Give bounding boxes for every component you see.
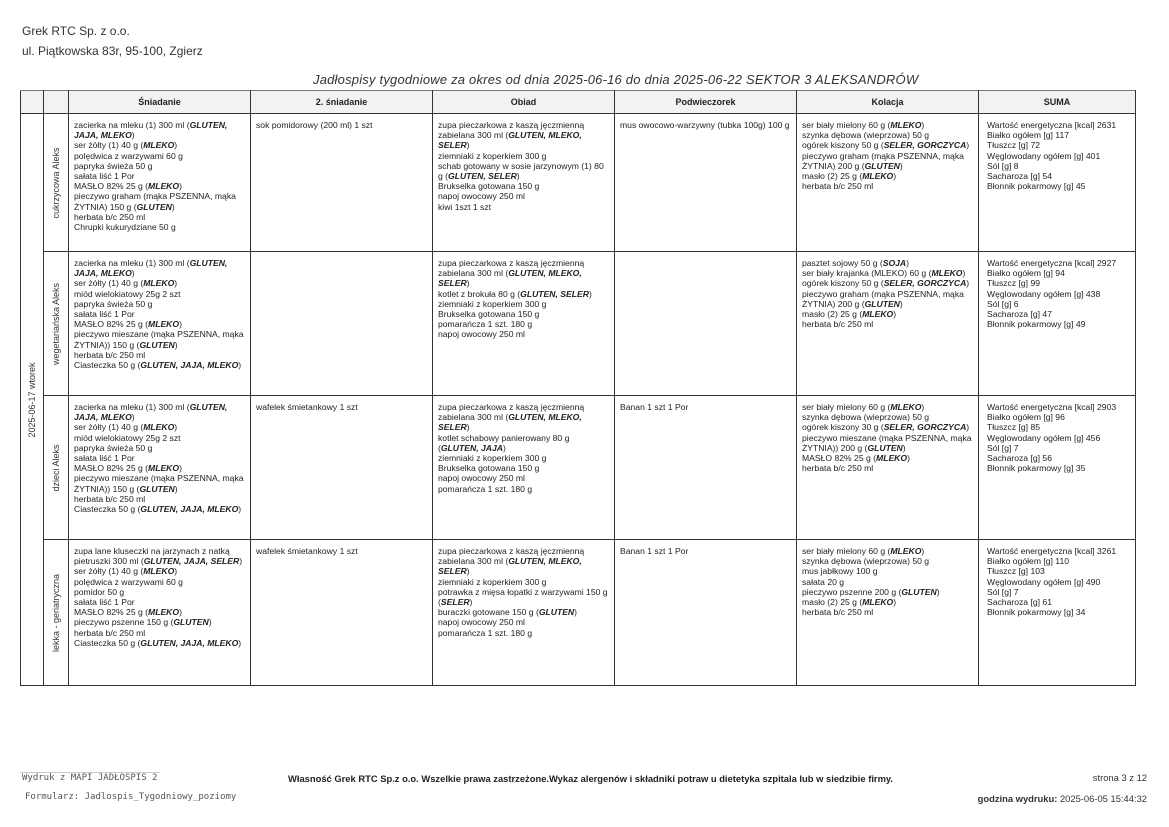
- nutrition-value: Błonnik pokarmowy [g] 35: [987, 463, 1086, 474]
- meal-item: pieczywo mieszane (mąka PSZENNA, mąka ŻYTNIA)) 200 g (GLUTEN): [802, 432, 972, 453]
- allergen-list: GLUTEN, JAJA: [440, 442, 503, 453]
- meal-item: Brukselka gotowana 150 g: [438, 309, 540, 320]
- print-time-value: 2025-06-05 15:44:32: [1059, 793, 1147, 804]
- meal-item: pomarańcza 1 szt. 180 g: [438, 483, 533, 494]
- nutrition-value: Tłuszcz [g] 103: [987, 566, 1045, 577]
- meal-item: Ciasteczka 50 g (GLUTEN, JAJA, MLEKO): [74, 637, 242, 648]
- allergen-list: MLEKO: [890, 546, 922, 556]
- meal-item: mus jabłkowy 100 g: [802, 566, 878, 577]
- meal-item: zupa pieczarkowa z kaszą jęczmienną zabielana 300 ml (GLUTEN, MLEKO, SELER): [438, 120, 585, 151]
- allergen-list: GLUTEN, SELER: [448, 171, 517, 182]
- meal-cell: [797, 540, 979, 686]
- meal-item: napoj owocowy 250 ml: [438, 617, 525, 628]
- meal-item: herbata b/c 250 ml: [74, 211, 146, 222]
- meal-item: pieczywo mieszane (mąka PSZENNA, mąka ŻYTNIA)) 150 g (GLUTEN): [74, 329, 244, 350]
- meal-item: Brukselka gotowana 150 g: [438, 181, 540, 192]
- meal-item: napoj owocowy 250 ml: [438, 473, 525, 484]
- meal-cell: [797, 252, 979, 396]
- meal-item: kiwi 1szt 1 szt: [438, 201, 492, 212]
- nutrition-value: Białko ogółem [g] 96: [987, 412, 1065, 423]
- nutrition-value: Węglowodany ogółem [g] 490: [987, 576, 1101, 587]
- meal-item: sałata liść 1 Por: [74, 309, 135, 320]
- meal-item: ziemniaki z koperkiem 300 g: [438, 298, 547, 309]
- meal-item: ser żółty (1) 40 g (MLEKO): [74, 278, 178, 289]
- meal-item: sałata 20 g: [802, 576, 845, 587]
- meal-item: papryka świeża 50 g: [74, 442, 153, 453]
- meal-item: ser biały mielony 60 g (MLEKO): [802, 120, 925, 130]
- meal-cell: [797, 114, 979, 252]
- meal-item: pieczywo pszenne 150 g (GLUTEN): [74, 617, 212, 628]
- diet-cell: [44, 540, 69, 686]
- meal-item: ziemniaki z koperkiem 300 g: [438, 150, 547, 161]
- meal-item: MASŁO 82% 25 g (MLEKO): [74, 319, 182, 330]
- allergen-list: MLEKO: [148, 181, 180, 192]
- allergen-list: GLUTEN, JAJA, MLEKO: [140, 637, 239, 648]
- column-header: Śniadanie: [69, 91, 251, 114]
- page-number: strona 3 z 12: [1092, 772, 1147, 783]
- meal-item: pomarańcza 1 szt. 180 g: [438, 319, 533, 330]
- meal-item: Banan 1 szt 1 Por: [620, 546, 689, 556]
- allergen-list: GLUTEN, JAJA, MLEKO: [74, 402, 228, 423]
- nutrition-value: Tłuszcz [g] 85: [987, 422, 1041, 433]
- nutrition-value: Sacharoza [g] 56: [987, 453, 1052, 464]
- allergen-list: GLUTEN, MLEKO, SELER: [438, 130, 582, 151]
- meal-item: masło (2) 25 g (MLEKO): [802, 309, 897, 320]
- diet-cell: [44, 252, 69, 396]
- allergen-list: GLUTEN, JAJA, MLEKO: [74, 258, 228, 279]
- meal-item: ser biały mielony 60 g (MLEKO): [802, 402, 925, 412]
- allergen-list: MLEKO: [143, 566, 175, 577]
- meal-cell: [433, 114, 615, 252]
- allergen-list: SELER, GORCZYCA: [883, 422, 967, 433]
- printout-source: Wydruk z MAPI JADŁOSPIS 2: [22, 773, 158, 783]
- meal-item: wafelek śmietankowy 1 szt: [256, 546, 358, 556]
- allergen-list: GLUTEN, SELER: [520, 288, 589, 299]
- diet-label: wegetariańska Aleks: [51, 282, 61, 365]
- allergen-list: GLUTEN, JAJA, SELER: [143, 556, 240, 567]
- meal-cell: [433, 540, 615, 686]
- column-header-row: [21, 91, 1136, 114]
- nutrition-value: Białko ogółem [g] 117: [987, 130, 1070, 141]
- meal-item: ziemniaki z koperkiem 300 g: [438, 453, 547, 464]
- meal-cell: [251, 396, 433, 540]
- meal-item: masło (2) 25 g (MLEKO): [802, 171, 897, 182]
- column-header: Kolacja: [797, 91, 979, 114]
- meal-item: sok pomidorowy (200 ml) 1 szt: [256, 120, 373, 130]
- diet-label: dzieci Aleks: [51, 443, 61, 492]
- allergen-list: GLUTEN: [901, 586, 937, 597]
- nutrition-value: Węglowodany ogółem [g] 438: [987, 288, 1101, 299]
- column-header: Obiad: [433, 91, 615, 114]
- meal-item: potrawka z mięsa łopatki z warzywami 150 g (SELER): [438, 586, 608, 608]
- form-name: Formularz: Jadlospis_Tygodniowy_poziomy: [25, 792, 237, 802]
- diet-label: cukrzycowa Aleks: [51, 146, 61, 219]
- allergen-list: SELER, GORCZYCA: [883, 278, 967, 289]
- meal-cell: [69, 540, 251, 686]
- meal-item: ser żółty (1) 40 g (MLEKO): [74, 140, 178, 151]
- meal-item: schab gotowany w sosie jarzynowym (1) 80 g (GLUTEN, SELER): [438, 160, 604, 182]
- meal-item: papryka świeża 50 g: [74, 298, 153, 309]
- meal-item: ser żółty (1) 40 g (MLEKO): [74, 566, 178, 577]
- meal-item: miód wielokiatowy 25g 2 szt: [74, 432, 181, 443]
- meal-item: pieczywo graham (mąka PSZENNA, mąka ŻYTNIA) 150 g (GLUTEN): [74, 191, 236, 212]
- allergen-list: MLEKO: [890, 120, 922, 130]
- meal-item: MASŁO 82% 25 g (MLEKO): [74, 607, 182, 618]
- meal-item: papryka świeża 50 g: [74, 160, 153, 171]
- diet-row: [21, 540, 1136, 686]
- print-time: [978, 793, 1147, 804]
- meal-item: herbata b/c 250 ml: [74, 627, 146, 638]
- allergen-list: MLEKO: [143, 422, 175, 433]
- meal-item: herbata b/c 250 ml: [802, 607, 874, 618]
- meal-item: MASŁO 82% 25 g (MLEKO): [74, 463, 182, 474]
- meal-item: pomidor 50 g: [74, 586, 125, 597]
- allergen-list: SELER, GORCZYCA: [883, 140, 967, 151]
- nutrition-value: Tłuszcz [g] 72: [987, 140, 1041, 151]
- nutrition-value: Sól [g] 7: [987, 586, 1019, 597]
- meal-item: pomarańcza 1 szt. 180 g: [438, 627, 533, 638]
- column-header: 2. śniadanie: [251, 91, 433, 114]
- allergen-list: GLUTEN, JAJA, MLEKO: [140, 504, 239, 515]
- meal-cell: [615, 114, 797, 252]
- allergen-list: MLEKO: [876, 453, 908, 464]
- nutrition-summary-cell: [979, 252, 1136, 396]
- meal-item: napoj owocowy 250 ml: [438, 329, 525, 340]
- nutrition-summary-cell: [979, 540, 1136, 686]
- meal-cell: [69, 252, 251, 396]
- company-address: ul. Piątkowska 83r, 95-100, Zgierz: [22, 44, 203, 58]
- nutrition-value: Błonnik pokarmowy [g] 45: [987, 181, 1086, 192]
- meal-cell: [615, 540, 797, 686]
- meal-item: napoj owocowy 250 ml: [438, 191, 525, 202]
- nutrition-value: Wartość energetyczna [kcal] 2631: [987, 120, 1117, 130]
- allergen-list: GLUTEN, MLEKO, SELER: [438, 268, 582, 289]
- meal-cell: [69, 396, 251, 540]
- ownership-notice: Własność Grek RTC Sp.z o.o. Wszelkie prawa zastrzeżone.Wykaz alergenów i składniki potraw u dietetyka szpitala lub w siedzibie firmy.: [288, 773, 894, 784]
- meal-item: MASŁO 82% 25 g (MLEKO): [74, 181, 182, 192]
- nutrition-value: Sacharoza [g] 47: [987, 309, 1052, 320]
- meal-item: Chrupki kukurydziane 50 g: [74, 222, 176, 233]
- meal-cell: [251, 540, 433, 686]
- meal-item: masło (2) 25 g (MLEKO): [802, 597, 897, 608]
- meal-item: pieczywo graham (mąka PSZENNA, mąka ŻYTNIA) 200 g (GLUTEN): [802, 150, 964, 171]
- meal-item: sałata liść 1 Por: [74, 453, 135, 464]
- meal-item: Brukselka gotowana 150 g: [438, 463, 540, 474]
- meal-item: herbata b/c 250 ml: [802, 463, 874, 474]
- column-header: SUMA: [979, 91, 1136, 114]
- allergen-list: MLEKO: [148, 463, 180, 474]
- allergen-list: MLEKO: [862, 597, 894, 608]
- weekly-menu-table: [20, 90, 1136, 686]
- meal-item: zupa pieczarkowa z kaszą jęczmienną zabielana 300 ml (GLUTEN, MLEKO, SELER): [438, 258, 585, 289]
- meal-item: Ciasteczka 50 g (GLUTEN, JAJA, MLEKO): [74, 504, 242, 515]
- nutrition-summary-cell: [979, 114, 1136, 252]
- meal-item: mus owocowo-warzywny (tubka 100g) 100 g: [620, 120, 790, 130]
- meal-item: ser biały mielony 60 g (MLEKO): [802, 546, 925, 556]
- allergen-list: MLEKO: [148, 319, 180, 330]
- diet-row: [21, 114, 1136, 252]
- meal-item: szynka dębowa (wieprzowa) 50 g: [802, 556, 930, 567]
- diet-cell: [44, 114, 69, 252]
- meal-item: zacierka na mleku (1) 300 ml (GLUTEN, JAJA, MLEKO): [74, 258, 228, 279]
- diet-row: [21, 252, 1136, 396]
- nutrition-value: Tłuszcz [g] 99: [987, 278, 1041, 289]
- meal-item: herbata b/c 250 ml: [74, 349, 146, 360]
- allergen-list: MLEKO: [890, 402, 922, 412]
- meal-item: MASŁO 82% 25 g (MLEKO): [802, 453, 910, 464]
- meal-item: ser żółty (1) 40 g (MLEKO): [74, 422, 178, 433]
- allergen-list: GLUTEN: [139, 339, 175, 350]
- meal-item: polędwica z warzywami 60 g: [74, 576, 183, 587]
- meal-item: wafelek śmietankowy 1 szt: [256, 402, 358, 412]
- nutrition-value: Wartość energetyczna [kcal] 2903: [987, 402, 1117, 412]
- meal-item: zupa pieczarkowa z kaszą jęczmienną zabielana 300 ml (GLUTEN, MLEKO, SELER): [438, 402, 585, 433]
- meal-item: Ciasteczka 50 g (GLUTEN, JAJA, MLEKO): [74, 360, 242, 371]
- column-header: Podwieczorek: [615, 91, 797, 114]
- allergen-list: GLUTEN: [173, 617, 209, 628]
- allergen-list: MLEKO: [148, 607, 180, 618]
- meal-item: polędwica z warzywami 60 g: [74, 150, 183, 161]
- meal-item: herbata b/c 250 ml: [74, 493, 146, 504]
- diet-cell: [44, 396, 69, 540]
- meal-item: pieczywo pszenne 200 g (GLUTEN): [802, 586, 940, 597]
- nutrition-value: Sól [g] 8: [987, 160, 1019, 171]
- meal-item: zupa lane kluseczki na jarzynach z natką pietruszki 300 ml (GLUTEN, JAJA, SELER): [74, 546, 243, 567]
- meal-item: sałata liść 1 Por: [74, 597, 135, 608]
- allergen-list: GLUTEN: [136, 201, 172, 212]
- document-title: Jadłospisy tygodniowe za okres od dnia 2025-06-16 do dnia 2025-06-22 SEKTOR 3 ALEKSANDRÓW: [313, 72, 919, 87]
- company-name: Grek RTC Sp. z o.o.: [22, 24, 130, 38]
- allergen-list: MLEKO: [931, 268, 963, 279]
- allergen-list: MLEKO: [862, 309, 894, 320]
- nutrition-value: Sacharoza [g] 61: [987, 597, 1052, 608]
- meal-item: Banan 1 szt 1 Por: [620, 402, 689, 412]
- allergen-list: GLUTEN, MLEKO, SELER: [438, 412, 582, 433]
- nutrition-value: Sól [g] 6: [987, 298, 1019, 309]
- allergen-list: MLEKO: [143, 140, 175, 151]
- allergen-list: GLUTEN: [864, 298, 900, 309]
- meal-cell: [433, 396, 615, 540]
- date-cell: [21, 114, 44, 686]
- nutrition-value: Sól [g] 7: [987, 442, 1019, 453]
- meal-item: zupa pieczarkowa z kaszą jęczmienną zabielana 300 ml (GLUTEN, MLEKO, SELER): [438, 546, 585, 577]
- meal-cell: [251, 114, 433, 252]
- allergen-list: GLUTEN, JAJA, MLEKO: [140, 360, 239, 371]
- meal-item: pieczywo graham (mąka PSZENNA, mąka ŻYTNIA) 200 g (GLUTEN): [802, 288, 964, 309]
- meal-item: sałata liść 1 Por: [74, 171, 135, 182]
- nutrition-summary-cell: [979, 396, 1136, 540]
- meal-item: ser biały krajanka (MLEKO) 60 g (MLEKO): [802, 268, 966, 279]
- diet-row: [21, 396, 1136, 540]
- allergen-list: GLUTEN, MLEKO, SELER: [438, 556, 582, 577]
- nutrition-value: Wartość energetyczna [kcal] 3261: [987, 546, 1117, 556]
- meal-item: ogórek kiszony 50 g (SELER, GORCZYCA): [802, 278, 970, 289]
- meal-item: szynka dębowa (wieprzowa) 50 g: [802, 412, 930, 423]
- allergen-list: SELER: [440, 597, 470, 608]
- meal-item: zacierka na mleku (1) 300 ml (GLUTEN, JAJA, MLEKO): [74, 402, 228, 423]
- allergen-list: GLUTEN, JAJA, MLEKO: [74, 120, 228, 141]
- print-time-label: godzina wydruku:: [977, 793, 1058, 804]
- meal-item: kotlet z brokuła 80 g (GLUTEN, SELER): [438, 288, 592, 299]
- meal-item: ogórek kiszony 30 g (SELER, GORCZYCA): [802, 422, 970, 433]
- meal-item: pieczywo mieszane (mąka PSZENNA, mąka ŻYTNIA)) 150 g (GLUTEN): [74, 473, 244, 494]
- meal-cell: [69, 114, 251, 252]
- nutrition-value: Węglowodany ogółem [g] 401: [987, 150, 1101, 161]
- meal-item: pasztet sojowy 50 g (SOJA): [802, 258, 910, 268]
- allergen-list: GLUTEN: [864, 160, 900, 171]
- meal-item: buraczki gotowane 150 g (GLUTEN): [438, 607, 578, 618]
- allergen-list: GLUTEN: [867, 442, 903, 453]
- diet-label: lekka - geriatryczna: [51, 573, 61, 652]
- allergen-list: MLEKO: [862, 171, 894, 182]
- meal-item: zacierka na mleku (1) 300 ml (GLUTEN, JAJA, MLEKO): [74, 120, 228, 141]
- nutrition-value: Sacharoza [g] 54: [987, 171, 1052, 182]
- allergen-list: GLUTEN: [538, 607, 575, 618]
- meal-item: miód wielokiatowy 25g 2 szt: [74, 288, 181, 299]
- allergen-list: GLUTEN: [139, 483, 175, 494]
- meal-item: ogórek kiszony 50 g (SELER, GORCZYCA): [802, 140, 970, 151]
- meal-item: herbata b/c 250 ml: [802, 319, 874, 330]
- meal-item: szynka dębowa (wieprzowa) 50 g: [802, 130, 930, 141]
- nutrition-value: Wartość energetyczna [kcal] 2927: [987, 258, 1117, 268]
- meal-item: kotlet schabowy panierowany 80 g (GLUTEN, JAJA): [438, 432, 570, 453]
- nutrition-value: Błonnik pokarmowy [g] 34: [987, 607, 1086, 618]
- meal-cell: [615, 396, 797, 540]
- meal-cell: [433, 252, 615, 396]
- meal-item: ziemniaki z koperkiem 300 g: [438, 576, 547, 587]
- allergen-list: SOJA: [882, 258, 907, 268]
- nutrition-value: Białko ogółem [g] 110: [987, 556, 1070, 567]
- date-label: 2025-06-17 wtorek: [27, 361, 37, 438]
- meal-cell: [251, 252, 433, 396]
- nutrition-value: Błonnik pokarmowy [g] 49: [987, 319, 1086, 330]
- meal-cell: [797, 396, 979, 540]
- allergen-list: MLEKO: [143, 278, 175, 289]
- meal-cell: [615, 252, 797, 396]
- meal-item: herbata b/c 250 ml: [802, 181, 874, 192]
- nutrition-value: Białko ogółem [g] 94: [987, 268, 1065, 279]
- nutrition-value: Węglowodany ogółem [g] 456: [987, 432, 1101, 443]
